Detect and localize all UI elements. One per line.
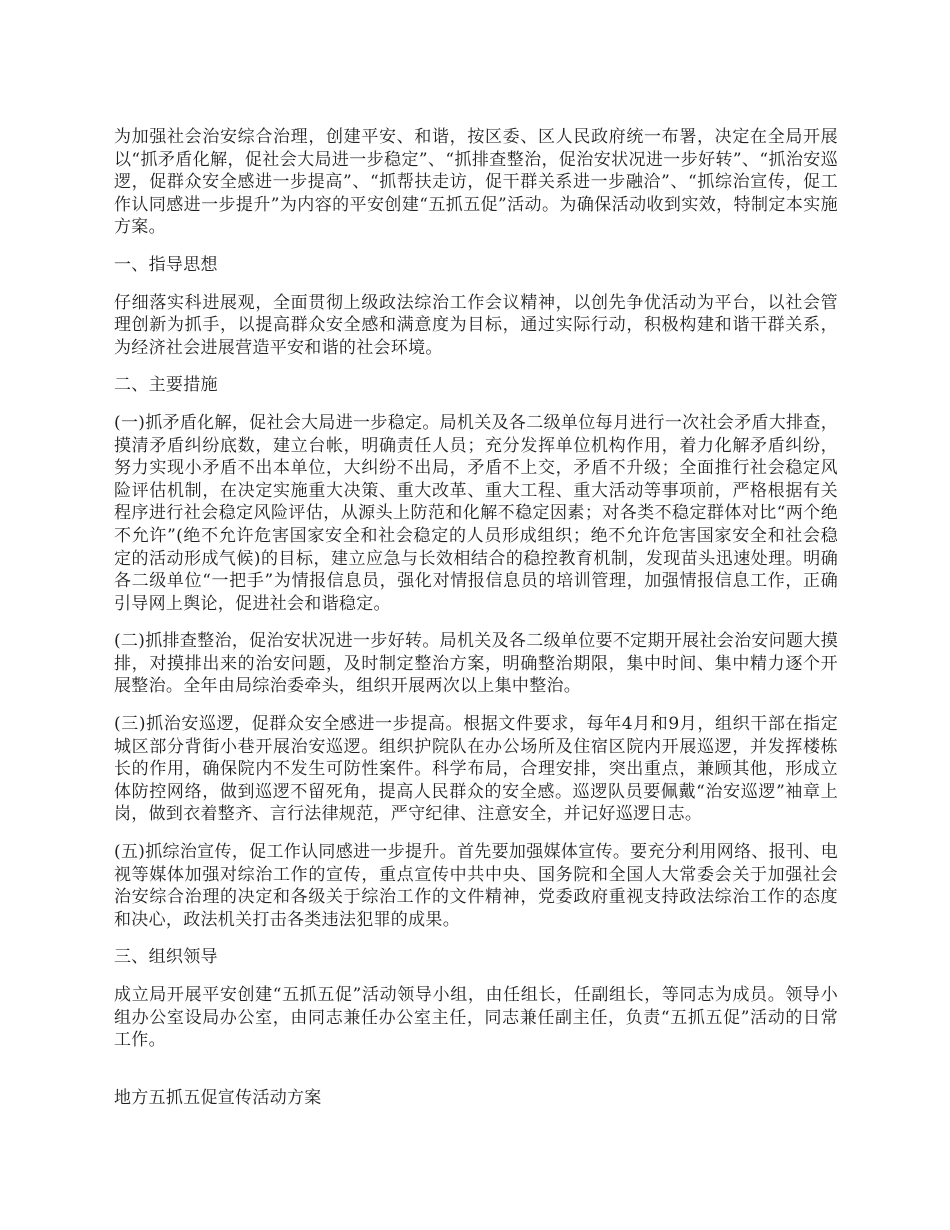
measure-2-paragraph: (二)抓排查整治，促治安状况进一步好转。局机关及各二级单位要不定期开展社会治安问题大摸排，对摸排出来的治安问题，及时制定整治方案，明确整治期限，集中时间、集中精力逐个开展整治。全年由局综治委牵头，组织开展两次以上集中整治。 <box>114 631 838 697</box>
document-body <box>114 126 838 1067</box>
section-heading-organization: 三、组织领导 <box>114 947 218 968</box>
measure-1-paragraph: (一)抓矛盾化解，促社会大局进一步稳定。局机关及各二级单位每月进行一次社会矛盾大排查，摸清矛盾纠纷底数，建立台帐，明确责任人员；充分发挥单位机构作用，着力化解矛盾纠纷，努力实现小矛盾不出本单位，大纠纷不出局，矛盾不上交，矛盾不升级；全面推行社会稳定风险评估机制，在决定实施重大决策、重大改革、重大工程、重大活动等事项前，严格根据有关程序进行社会稳定风险评估，从源头上防范和化解不稳定因素；对各类不稳定群体对比“两个绝不允许”(绝不允许危害国家安全和社会稳定的人员形成组织；绝不允许危害国家安全和社会稳定的活动形成气候)的目标，建立应急与长效相结合的稳控教育机制，发现苗头迅速处理。明确各二级单位“一把手”为情报信息员，强化对情报信息员的培训管理，加强情报信息工作，正确引导网上舆论，促进社会和谐稳定。 <box>114 412 838 614</box>
organization-paragraph: 成立局开展平安创建“五抓五促”活动领导小组，由任组长，任副组长，等同志为成员。领导小组办公室设局办公室，由同志兼任办公室主任，同志兼任副主任，负责“五抓五促”活动的日常工作。 <box>114 985 838 1051</box>
section-heading-main-measures: 二、主要措施 <box>114 375 218 396</box>
intro-paragraph: 为加强社会治安综合治理，创建平安、和谐，按区委、区人民政府统一布署，决定在全局开展以“抓矛盾化解，促社会大局进一步稳定”、“抓排查整治，促治安状况进一步好转”、“抓治安巡逻，促群众安全感进一步提高”、“抓帮扶走访，促干群关系进一步融洽”、“抓综治宣传，促工作认同感进一步提升”为内容的平安创建“五抓五促”活动。为确保活动收到实效，特制定本实施方案。 <box>114 127 838 238</box>
measure-3-paragraph: (三)抓治安巡逻，促群众安全感进一步提高。根据文件要求，每年4月和9月，组织干部在指定城区部分背街小巷开展治安巡逻。组织护院队在办公场所及住宿区院内开展巡逻，并发挥楼栋长的作用，确保院内不发生可防性案件。科学布局，合理安排，突出重点，兼顾其他，形成立体防控网络，做到巡逻不留死角，提高人民群众的安全感。巡逻队员要佩戴“治安巡逻”袖章上岗，做到衣着整齐、言行法律规范，严守纪律、注意安全，并记好巡逻日志。 <box>114 714 838 825</box>
section-heading-guiding-ideology: 一、指导思想 <box>114 254 218 275</box>
guiding-ideology-paragraph: 仔细落实科进展观，全面贯彻上级政法综治工作会议精神，以创先争优活动为平台，以社会管理创新为抓手，以提高群众安全感和满意度为目标，通过实际行动，积极构建和谐干群关系，为经济社会进展营造平安和谐的社会环境。 <box>114 292 838 358</box>
measure-5-paragraph: (五)抓综治宣传，促工作认同感进一步提升。首先要加强媒体宣传。要充分利用网络、报刊、电视等媒体加强对综治工作的宣传，重点宣传中共中央、国务院和全国人大常委会关于加强社会治安综合治理的决定和各级关于综治工作的文件精神，党委政府重视支持政法综治工作的态度和决心，政法机关打击各类违法犯罪的成果。 <box>114 842 838 930</box>
trailing-document-title: 地方五抓五促宣传活动方案 <box>114 1088 322 1108</box>
